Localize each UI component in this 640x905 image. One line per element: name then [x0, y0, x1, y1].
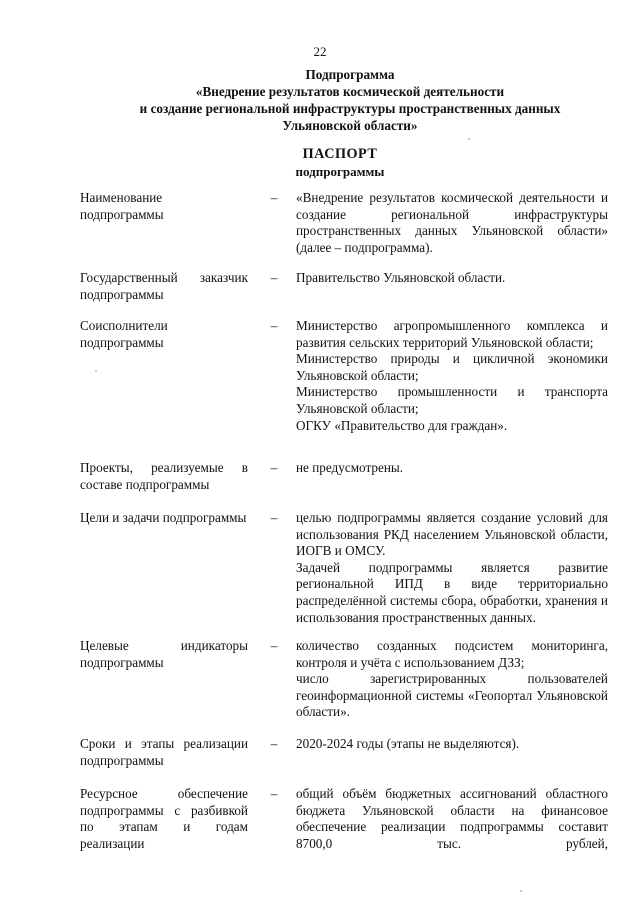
- scan-speck: [468, 138, 470, 140]
- value-paragraph: «Внедрение результатов космической деятельности и создание региональной инфраструктуры пространственных данных Ульяновской области» (далее – подпрограмма).: [296, 190, 608, 255]
- passport-title: ПАСПОРТ: [302, 146, 378, 162]
- row-label: Сроки и этапы реализации подпрограммы: [80, 736, 248, 768]
- title-line-3: и создание региональной инфраструктуры пространственных данных: [139, 101, 561, 116]
- row-value: [296, 318, 608, 434]
- row-dash: –: [270, 318, 278, 333]
- value-paragraph: 2020-2024 годы (этапы не выделяются).: [296, 736, 520, 751]
- row-label: Целевые индикаторы подпрограммы: [80, 638, 248, 670]
- page-number: 22: [313, 44, 327, 59]
- value-paragraph: общий объём бюджетных ассигнований областного бюджета Ульяновской области на финансовое обеспечение реализации подпрограммы составит 8700,0 тыс. рублей,: [296, 786, 608, 851]
- row-dash: –: [270, 460, 278, 475]
- passport-subtitle: подпрограммы: [295, 164, 385, 179]
- value-paragraph: Министерство агропромышленного комплекса и развития сельских территорий Ульяновской области;: [296, 318, 608, 350]
- row-value: [296, 638, 608, 721]
- row-value: [296, 190, 608, 256]
- scan-speck: [95, 370, 97, 372]
- value-paragraph: Министерство промышленности и транспорта Ульяновской области;: [296, 384, 608, 416]
- title-line-4: Ульяновской области»: [282, 118, 418, 133]
- row-label: Проекты, реализуемые в составе подпрограммы: [80, 460, 248, 492]
- value-paragraph: количество созданных подсистем мониторинга, контроля и учёта с использованием ДЗЗ;: [296, 638, 608, 670]
- subprogram-title: [60, 66, 640, 134]
- title-line-2: «Внедрение результатов космической деятельности: [195, 84, 505, 99]
- row-label: Цели и задачи подпрограммы: [80, 510, 247, 525]
- row-label: Государственный заказчик подпрограммы: [80, 270, 248, 302]
- row-label: Наименование подпрограммы: [80, 190, 164, 222]
- value-paragraph: Правительство Ульяновской области.: [296, 270, 506, 285]
- value-paragraph: Министерство природы и цикличной экономики Ульяновской области;: [296, 351, 608, 383]
- scan-speck: [520, 890, 522, 892]
- title-line-1: Подпрограмма: [305, 67, 395, 82]
- row-value: [296, 736, 608, 753]
- row-label: Ресурсное обеспечение подпрограммы с разбивкой по этапам и годам реализации: [80, 786, 248, 851]
- row-label: Соисполнители подпрограммы: [80, 318, 168, 350]
- row-value: [296, 270, 608, 287]
- row-value: [296, 510, 608, 626]
- row-dash: –: [270, 510, 278, 525]
- row-dash: –: [270, 736, 278, 751]
- row-dash: –: [270, 786, 278, 801]
- row-dash: –: [270, 190, 278, 205]
- value-paragraph: целью подпрограммы является создание условий для использования РКД населением Ульяновской области, ИОГВ и ОМСУ.: [296, 510, 608, 559]
- row-value: [296, 786, 608, 852]
- value-paragraph: число зарегистрированных пользователей геоинформационной системы «Геопортал Ульяновской области».: [296, 671, 608, 720]
- value-paragraph: не предусмотрены.: [296, 460, 404, 475]
- row-value: [296, 460, 608, 477]
- row-dash: –: [270, 638, 278, 653]
- value-paragraph: ОГКУ «Правительство для граждан».: [296, 417, 508, 433]
- value-paragraph: Задачей подпрограммы является развитие региональной ИПД в виде территориально распределённой системы сбора, обработки, хранения и использования пространственных данных.: [296, 559, 608, 625]
- passport-heading: [80, 146, 600, 180]
- row-dash: –: [270, 270, 278, 285]
